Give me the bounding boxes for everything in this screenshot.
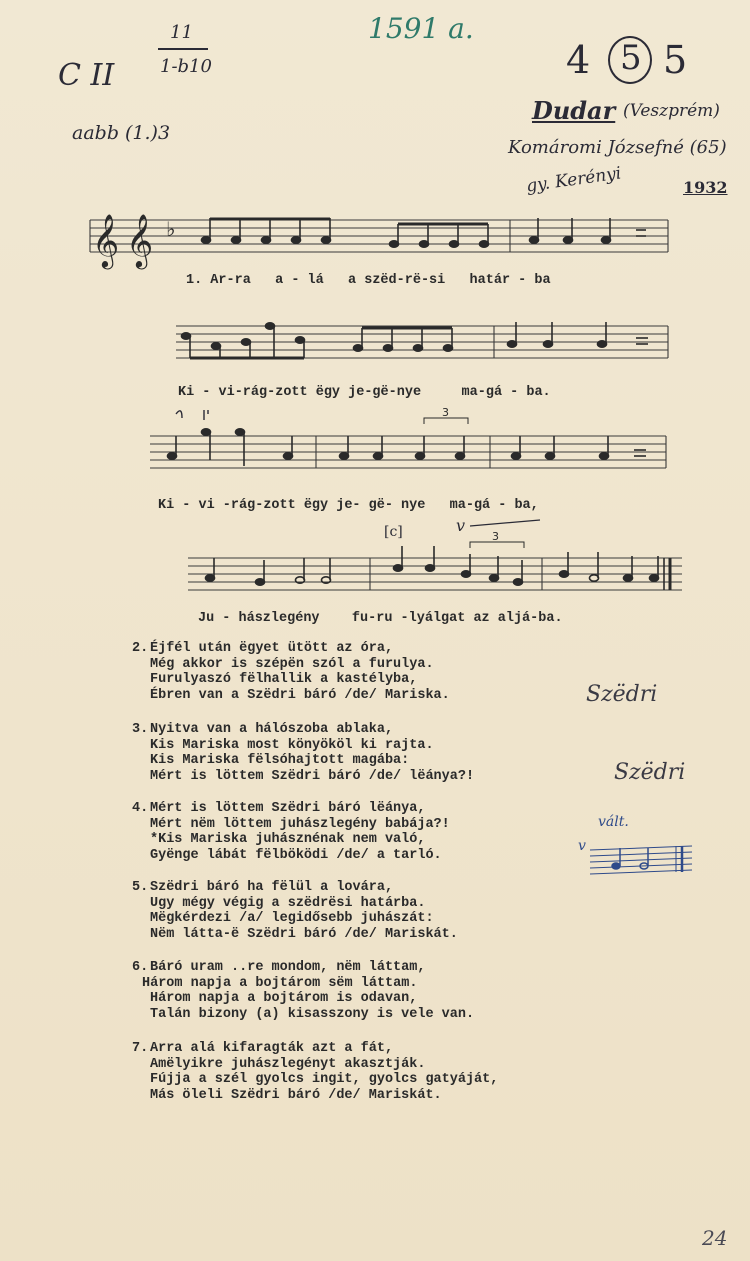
number-right: 5 — [663, 38, 688, 82]
stanza-line: Nëm látta-ë Szëdri báró /de/ Mariskát. — [150, 926, 458, 942]
fraction-bottom: 1-b10 — [160, 56, 212, 77]
stanza-line: Talán bizony (a) kisasszony is vele van. — [150, 1006, 475, 1022]
flat-sign: ♭ — [166, 217, 176, 241]
stanza-number: 4. — [132, 801, 149, 816]
county-name: (Veszprém) — [623, 101, 720, 121]
stanza-line: Három napja a bojtárom sëm láttam. — [142, 975, 418, 991]
stanza-line: Gyënge lábát fëlböködi /de/ a tarló. — [150, 847, 442, 863]
stanza-line: Éjfél után ëgyet ütött az óra, — [150, 641, 394, 656]
collector-name: gy. Kerényi — [525, 163, 623, 197]
stanza-number: 5. — [132, 880, 149, 895]
circled-number-text: 5 — [620, 38, 642, 78]
catalog-number: 1591 a. — [368, 12, 474, 45]
lyric-line-1: 1. Ar-ra a - lá a szëd-rë-si határ - ba — [186, 273, 551, 288]
circled-number — [608, 36, 652, 84]
stanza-line: Mëgkérdezi /a/ legidősebb juhászát: — [150, 911, 434, 926]
stanza-line: *Kis Mariska juhásznénak nem való, — [150, 832, 426, 847]
stanza-line: Ébren van a Szëdri báró /de/ Mariska. — [150, 687, 450, 703]
stanza-line: Mért nëm löttem juhászlegény babája?! — [150, 816, 450, 832]
place-name: Dudar — [532, 96, 616, 125]
stanza-line: Még akkor is szépën szól a furulya. — [150, 656, 434, 672]
stanza-line: Kis Mariska fëlsóhajtott magába: — [150, 753, 410, 768]
stanza-number: 6. — [132, 960, 149, 975]
stanza-number: 2. — [132, 641, 149, 656]
stanza-line: Mért is löttem Szëdri báró /de/ lëánya?! — [150, 768, 475, 784]
breath-mark: v — [456, 516, 466, 535]
fraction-top: 11 — [170, 22, 193, 43]
lyric-line-4: Ju - hászlegény fu-ru -lyálgat az aljá-ba. — [198, 611, 563, 626]
triplet-mark-1: 3 — [442, 406, 449, 419]
stanza-line: Szëdri báró ha fëlül a lovára, — [150, 880, 394, 895]
stanza-line: Három napja a bojtárom is odavan, — [150, 991, 418, 1006]
page-number: 24 — [702, 1226, 728, 1250]
stanza-line: Furulyaszó fëlhallik a kastélyba, — [150, 672, 418, 687]
stanza-line: Ugy mégy végig a szëdrësi határba. — [150, 895, 426, 911]
variant-label: vált. — [598, 814, 629, 830]
lyric-line-2: Ki - vi-rág-zott ëgy je-gë-nye ma-gá - ba. — [178, 385, 551, 400]
stanza-line: Fújja a szél gyolcs ingit, gyolcs gatyáját, — [150, 1072, 499, 1087]
number-left: 4 — [566, 38, 591, 82]
year: 1932 — [683, 178, 728, 197]
triplet-mark-2: 3 — [492, 530, 499, 543]
form-code: aabb (1.)3 — [72, 122, 171, 144]
music-staff-4 — [0, 512, 750, 602]
stanza-line: Amëlyikre juhászlegényt akasztják. — [150, 1056, 426, 1072]
music-staff-1 — [0, 206, 750, 276]
stanza-line: Arra alá kifaragták azt a fát, — [150, 1041, 394, 1056]
stanza-line: Más öleli Szëdri báró /de/ Mariskát. — [150, 1087, 442, 1103]
lyric-line-3: Ki - vi -rág-zott ëgy je- gë- nye ma-gá - ba, — [158, 498, 539, 513]
stanza-line: Kis Mariska most könyököl ki rajta. — [150, 737, 434, 753]
margin-note-1: Szëdri — [586, 682, 658, 707]
treble-clef: 𝄞 — [92, 213, 120, 267]
stanza-line: Nyitva van a hálószoba ablaka, — [150, 722, 394, 737]
stanza-number: 7. — [132, 1041, 149, 1056]
treble-clef-2: 𝄞 — [126, 213, 154, 267]
fraction-line — [158, 48, 208, 50]
bracket-mark: [c] — [384, 524, 403, 540]
variant-mark: v — [578, 838, 586, 854]
variant-staff — [588, 838, 718, 888]
music-staff-2 — [0, 310, 750, 380]
stanza-number: 3. — [132, 722, 149, 737]
stanza-line: Mért is löttem Szëdri báró lëánya, — [150, 801, 426, 816]
stanza-line: Báró uram ..re mondom, nëm láttam, — [150, 960, 426, 975]
margin-note-2: Szëdri — [614, 760, 686, 785]
top-left-code: C II — [58, 58, 115, 93]
music-staff-3 — [0, 400, 750, 480]
singer-name: Komáromi Józsefné (65) — [508, 137, 727, 158]
